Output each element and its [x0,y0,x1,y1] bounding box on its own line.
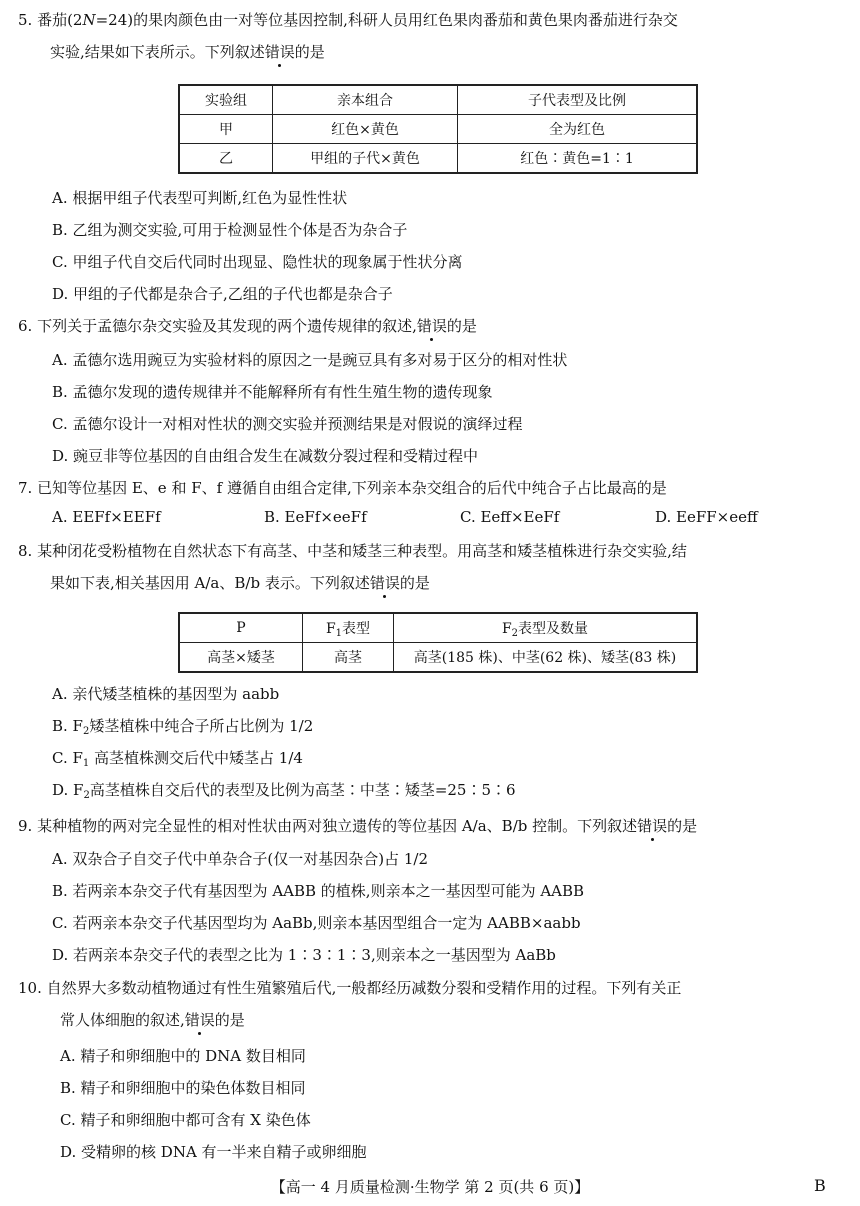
q8-table-row [179,643,697,673]
q5-stem-line2 [50,42,325,62]
q5-stem-line1 [18,10,678,30]
q6-stem-text: 的是 [446,317,477,335]
q8-stem-line1: 8. 某种闭花受粉植物在自然状态下有高茎、中茎和矮茎三种表型。用高茎和矮茎植株进行杂交实验,结 [18,542,687,560]
q9-stem-text: 9. 某种植物的两对完全显性的相对性状由两对独立遗传的等位基因 A/a、B/b 控制。下列叙述 [18,817,638,835]
q5-stem-text: 5. 番茄(2 [18,11,83,29]
q8-header-subscript: 1 [335,627,343,639]
q10-option-d[interactable]: D. 受精卵的核 DNA 有一半来自精子或卵细胞 [60,1143,367,1161]
q5-table-header: 实验组 [179,85,273,115]
q10-stem-text: 常人体细胞的叙述, [60,1011,185,1029]
page-footer: 【高一 4 月质量检测·生物学 第 2 页(共 6 页)】 [270,1178,590,1196]
q8-table-cell: 高茎 [303,643,394,673]
q7-stem: 7. 已知等位基因 E、e 和 F、f 遵循自由组合定律,下列亲本杂交组合的后代中纯合子占比最高的是 [18,479,667,497]
q6-stem-text: 6. 下列关于孟德尔杂交实验及其发现的两个遗传规律的叙述, [18,317,417,335]
q8-option-c[interactable] [52,748,303,774]
q6-option-b[interactable]: B. 孟德尔发现的遗传规律并不能解释所有有性生殖生物的遗传现象 [52,383,493,401]
q5-stem-text: 实验,结果如下表所示。下列叙述 [50,43,265,61]
q8-stem-line2 [50,573,430,593]
q8-option-b[interactable] [52,716,313,742]
q5-table [178,84,698,174]
q8-option-text: C. F [52,749,83,767]
q7-option-c[interactable]: C. Eeff×EeFf [460,508,560,526]
q10-stem-text: 的是 [214,1011,245,1029]
q9-stem [18,816,697,836]
paper-version-letter: B [814,1176,826,1195]
q5-table-cell: 红色×黄色 [273,115,458,144]
q8-option-subscript: 2 [82,726,90,737]
q6-option-d[interactable]: D. 豌豆非等位基因的自由组合发生在减数分裂过程和受精过程中 [52,447,479,465]
q10-option-c[interactable]: C. 精子和卵细胞中都可含有 X 染色体 [60,1111,311,1129]
q7-option-d[interactable]: D. EeFF×eeff [655,508,758,526]
q5-stem-text: 的是 [294,43,325,61]
q8-option-subscript: 1 [82,758,90,769]
q10-emphasis [185,1011,215,1029]
q8-table-header-row [179,613,697,643]
q5-emphasis [265,43,295,61]
q5-table-header: 亲本组合 [273,85,458,115]
q6-option-c[interactable]: C. 孟德尔设计一对相对性状的测交实验并预测结果是对假说的演绎过程 [52,415,523,433]
q8-table-cell: 高茎(185 株)、中茎(62 株)、矮茎(83 株) [394,643,698,673]
q8-header-text: 表型 [342,620,371,637]
q8-stem-text: 的是 [399,574,430,592]
q7-option-a[interactable]: A. EEFf×EEFf [52,508,161,526]
q5-table-cell: 全为红色 [458,115,698,144]
q9-option-b[interactable]: B. 若两亲本杂交子代有基因型为 AABB 的植株,则亲本之一基因型可能为 AABB [52,882,585,900]
q8-header-text: F [325,620,336,637]
q8-option-a[interactable]: A. 亲代矮茎植株的基因型为 aabb [52,685,280,703]
q8-stem-text: 果如下表,相关基因用 A/a、B/b 表示。下列叙述 [50,574,370,592]
q6-emphasis-text: 错误 [416,317,447,335]
q9-option-a[interactable]: A. 双杂合子自交子代中单杂合子(仅一对基因杂合)占 1/2 [52,850,428,868]
q5-table-cell: 乙 [179,144,273,174]
q8-header-subscript: 2 [511,627,519,639]
q5-table-header-row [179,85,697,115]
q5-table-row [179,115,697,144]
q8-option-text: 高茎植株自交后代的表型及比例为高茎∶中茎∶矮茎=25∶5∶6 [89,781,516,799]
q8-header-text: F [501,620,512,637]
q10-option-b[interactable]: B. 精子和卵细胞中的染色体数目相同 [60,1079,306,1097]
q8-emphasis-text: 错误 [369,574,400,592]
q9-stem-text: 的是 [667,817,698,835]
q5-option-c[interactable]: C. 甲组子代自交后代同时出现显、隐性状的现象属于性状分离 [52,253,463,271]
q9-emphasis-text: 错误 [637,817,668,835]
q8-header-text: 表型及数量 [518,620,589,637]
q8-table-header [303,613,394,643]
q10-option-a[interactable]: A. 精子和卵细胞中的 DNA 数目相同 [60,1047,306,1065]
q5-table-header: 子代表型及比例 [458,85,698,115]
q5-stem-text: =24)的果肉颜色由一对等位基因控制,科研人员用红色果肉番茄和黄色果肉番茄进行杂交 [95,11,678,29]
q8-option-text: B. F [52,717,83,735]
q8-emphasis [370,574,400,592]
q7-option-b[interactable]: B. EeFf×eeFf [264,508,367,526]
q8-option-text: 矮茎植株中纯合子所占比例为 1/2 [89,717,314,735]
q9-option-d[interactable]: D. 若两亲本杂交子代的表型之比为 1∶3∶1∶3,则亲本之一基因型为 AaBb [52,946,556,964]
q5-stem-italic: N [82,11,96,29]
q5-option-b[interactable]: B. 乙组为测交实验,可用于检测显性个体是否为杂合子 [52,221,408,239]
q10-stem-line2 [60,1010,245,1030]
q5-option-a[interactable]: A. 根据甲组子代表型可判断,红色为显性性状 [52,189,348,207]
q5-table-cell: 甲 [179,115,273,144]
q5-table-row [179,144,697,174]
q8-table-header [394,613,698,643]
q8-option-d[interactable] [52,780,516,806]
q10-stem-line1: 10. 自然界大多数动植物通过有性生殖繁殖后代,一般都经历减数分裂和受精作用的过程。下列有关正 [18,979,682,997]
q8-option-text: D. F [52,781,84,799]
q5-emphasis-text: 错误 [264,43,295,61]
q5-table-cell: 甲组的子代×黄色 [273,144,458,174]
q6-stem [18,316,477,336]
q8-option-subscript: 2 [83,790,90,801]
q8-table [178,612,698,673]
q9-emphasis [637,817,667,835]
q8-option-text: 高茎植株测交后代中矮茎占 1/4 [89,749,303,767]
q9-option-c[interactable]: C. 若两亲本杂交子代基因型均为 AaBb,则亲本基因型组合一定为 AABB×aabb [52,914,581,932]
q6-emphasis [417,317,447,335]
q10-emphasis-text: 错误 [184,1011,215,1029]
q8-table-header: P [179,613,303,643]
q8-table-cell: 高茎×矮茎 [179,643,303,673]
q5-option-d[interactable]: D. 甲组的子代都是杂合子,乙组的子代也都是杂合子 [52,285,393,303]
q5-table-cell: 红色∶黄色=1∶1 [458,144,698,174]
q6-option-a[interactable]: A. 孟德尔选用豌豆为实验材料的原因之一是豌豆具有多对易于区分的相对性状 [52,351,568,369]
